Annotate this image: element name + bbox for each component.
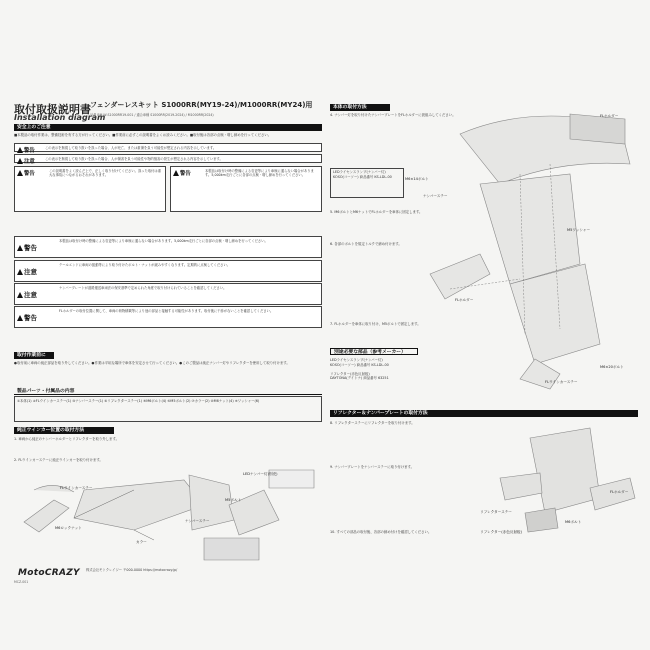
caution-text: テールエンドに車両の振動等により取り付けたボルト・ナットが緩みやすくなります。定期的に点検してください。	[59, 263, 231, 267]
caution-triangle-icon	[17, 292, 23, 298]
warning-text: FLホルダーの取付位置に関して、車両の荷物積載等により他の部品と接触する可能性があります。取付後に干渉がないことを確認してください。	[59, 309, 274, 313]
section-parts: 製品パーツ・付属品の内容	[14, 388, 322, 395]
label-m5-washer: M5ワッシャー	[567, 228, 591, 232]
warning-triangle-icon	[17, 147, 23, 153]
parts-list: ①本体(1) ②FLウインカーステー(1) ③ナンバーステー(1) ④リフレクターステー(1) ⑤M6ボルト(4) ⑥M5ボルト(2) ⑦カラー(2) ⑧M6ナット(4) ⑨ワッシャー(6)	[17, 399, 260, 403]
label-fl-winker: FLウインカーステー	[545, 380, 578, 384]
footer-ref: MCZ-001	[14, 580, 29, 584]
caution-text: ナンバープレートが道路運送車両法の保安基準で定められた角度で取り付けられていることを確認してください。	[59, 286, 227, 290]
caution-label: 注意	[17, 267, 37, 276]
label-m6x20: M6×20ボルト	[600, 365, 624, 369]
warning-box-3	[170, 166, 322, 212]
section-opt: 別途必要な部品（参考メーカー）	[330, 348, 418, 355]
intro-text: ■本製品の取付作業は、整備技術を有する方が行ってください。■作業前に必ずこの説明書をよくお読みください。■取付後は各部の点検・増し締めを行ってください。	[14, 133, 272, 137]
label-reflector: リフレクター(赤色反射板)	[480, 530, 523, 534]
warning-text: 本製品は取付け時の整備による変更等により車検に通らない場合があります。5,000km走行ごとに各部の点検・増し締めを行ってください。	[205, 169, 314, 178]
step-2: 2. FLウインカーステーに純正ウインカーを取り付けます。	[14, 458, 103, 462]
caution-text: この表示を無視して取り扱いを誤った場合、人が傷害を負う可能性や物的損害の発生が想定される内容を示しています。	[45, 157, 223, 161]
step-1: 1. 車両から純正のナンバーホルダーとリフレクターを取り外します。	[14, 437, 119, 441]
footer-address: 株式会社モトクレイジー 〒000-0000 https://motocrazy.jp/	[86, 568, 178, 572]
warning-box-5	[14, 306, 322, 328]
warning-text: この表示を無視して取り扱いを誤った場合、人が死亡、または重傷を負う可能性が想定される内容を示しています。	[45, 146, 217, 150]
caution-triangle-icon	[17, 158, 23, 164]
caution-box-3	[14, 283, 322, 305]
caution-label: 注意	[17, 157, 35, 165]
label-number-stay-r: ナンバーステー	[423, 194, 448, 198]
step-5: 5. M6ボルトとM6ナットでFLホルダーを車体に固定します。	[330, 210, 423, 214]
label-m5-bolt: M5ボルト	[225, 498, 242, 502]
label-reflector-stay: リフレクターステー	[480, 510, 512, 514]
label-collar: カラー	[136, 540, 147, 544]
warning-text: この説明書をよく読んだ上で、正しく取り付けてください。誤った取付は重大な事故につながるおそれがあります。	[49, 169, 162, 178]
product-sub: 品番 BM-W-S1000RR19-001 / 適合車種 S1000RR(2019-2024) / M1000RR(2024)	[90, 113, 214, 117]
caution-box-2	[14, 260, 322, 282]
before-text: ●取付前に車両の純正部品を取り外してください。●作業は平坦な場所で車体を安定させて行ってください。●このご製品は純正ナンバー灯やリフレクターを使用して取り付けます。	[14, 361, 290, 365]
label-fl-holder-r: FLホルダー	[600, 114, 619, 118]
option-box-1-text: LEDライセンスランプ(ナンバー灯) KOSO(コーソー) 商品番号 KS-LDL-00	[333, 170, 392, 179]
label-m6x14: M6×14ボルト	[405, 177, 429, 181]
section-step-r2: リフレクター＆ナンバープレートの取付方法	[330, 410, 638, 417]
caution-label: 注意	[17, 290, 37, 299]
step-4: 4. ナンバー灯を取り付けたナンバープレートをFLホルダーに仮組みしてください。	[330, 113, 456, 117]
section-before: 取付作業前に	[14, 352, 54, 359]
caution-box-1	[14, 154, 322, 163]
warning-label: 警告	[17, 146, 35, 154]
warning-label: 警告	[17, 169, 35, 177]
warning-box-4	[14, 236, 322, 258]
warning-triangle-icon	[17, 245, 23, 251]
step-6: 6. 各部のボルトを規定トルクで締め付けます。	[330, 242, 402, 246]
label-fl-holder-2: FLホルダー	[610, 490, 629, 494]
label-fl-stay: FLウインカーステー	[60, 486, 93, 490]
reflector-diagram	[470, 418, 640, 538]
warning-label: 警告	[173, 169, 191, 177]
title-jp: 取付取扱説明書	[14, 103, 91, 116]
label-fl-holder: FLホルダー	[455, 298, 474, 302]
right-diagram	[420, 104, 642, 394]
brand-logo: MotoCRAZY	[18, 568, 80, 578]
option-text: LEDライセンスランプ(ナンバー灯) KOSO(コーソー) 商品番号 KS-LDL-00 リフレクター(赤色反射板) DAYTONA(デイトナ) 商品番号 63251	[330, 358, 389, 381]
label-led-number: LEDナンバー灯(別売)	[243, 472, 278, 476]
caution-triangle-icon	[17, 269, 23, 275]
section-step-a: 純正ウインカー位置の取付方法	[14, 427, 114, 434]
step-8: 8. リフレクターステーにリフレクターを取り付けます。	[330, 421, 415, 425]
title-en: Installation diagram	[14, 113, 106, 122]
warning-box-2	[14, 166, 166, 212]
step-9: 9. ナンバープレートをナンバーステーに取り付けます。	[330, 465, 415, 469]
step-10: 10. すべての部品の取付後、各部の締め付けを確認してください。	[330, 530, 432, 534]
label-number-stay: ナンバーステー	[185, 519, 210, 523]
warning-label: 警告	[17, 313, 37, 322]
warning-triangle-icon	[17, 315, 23, 321]
warning-triangle-icon	[173, 170, 179, 176]
section-intro: 安全上のご注意	[14, 124, 322, 131]
warning-box-1	[14, 143, 322, 152]
product-name: フェンダーレスキット S1000RR(MY19-24)/M1000RR(MY24)用	[90, 101, 313, 109]
warning-text: 本製品は取付け時の整備による変更等により車検に通らない場合があります。5,000km走行ごとに各部の点検・増し締めを行ってください。	[59, 239, 268, 243]
section-step-r: 本体の取付方法	[330, 104, 390, 111]
step-7: 7. FLホルダーを車体に取り付け、M5ボルトで固定します。	[330, 322, 421, 326]
label-m6-bolt-2: M6ボルト	[565, 520, 582, 524]
warning-label: 警告	[17, 243, 37, 252]
label-m6-nut: M6ロックナット	[55, 526, 82, 530]
warning-triangle-icon	[17, 170, 23, 176]
